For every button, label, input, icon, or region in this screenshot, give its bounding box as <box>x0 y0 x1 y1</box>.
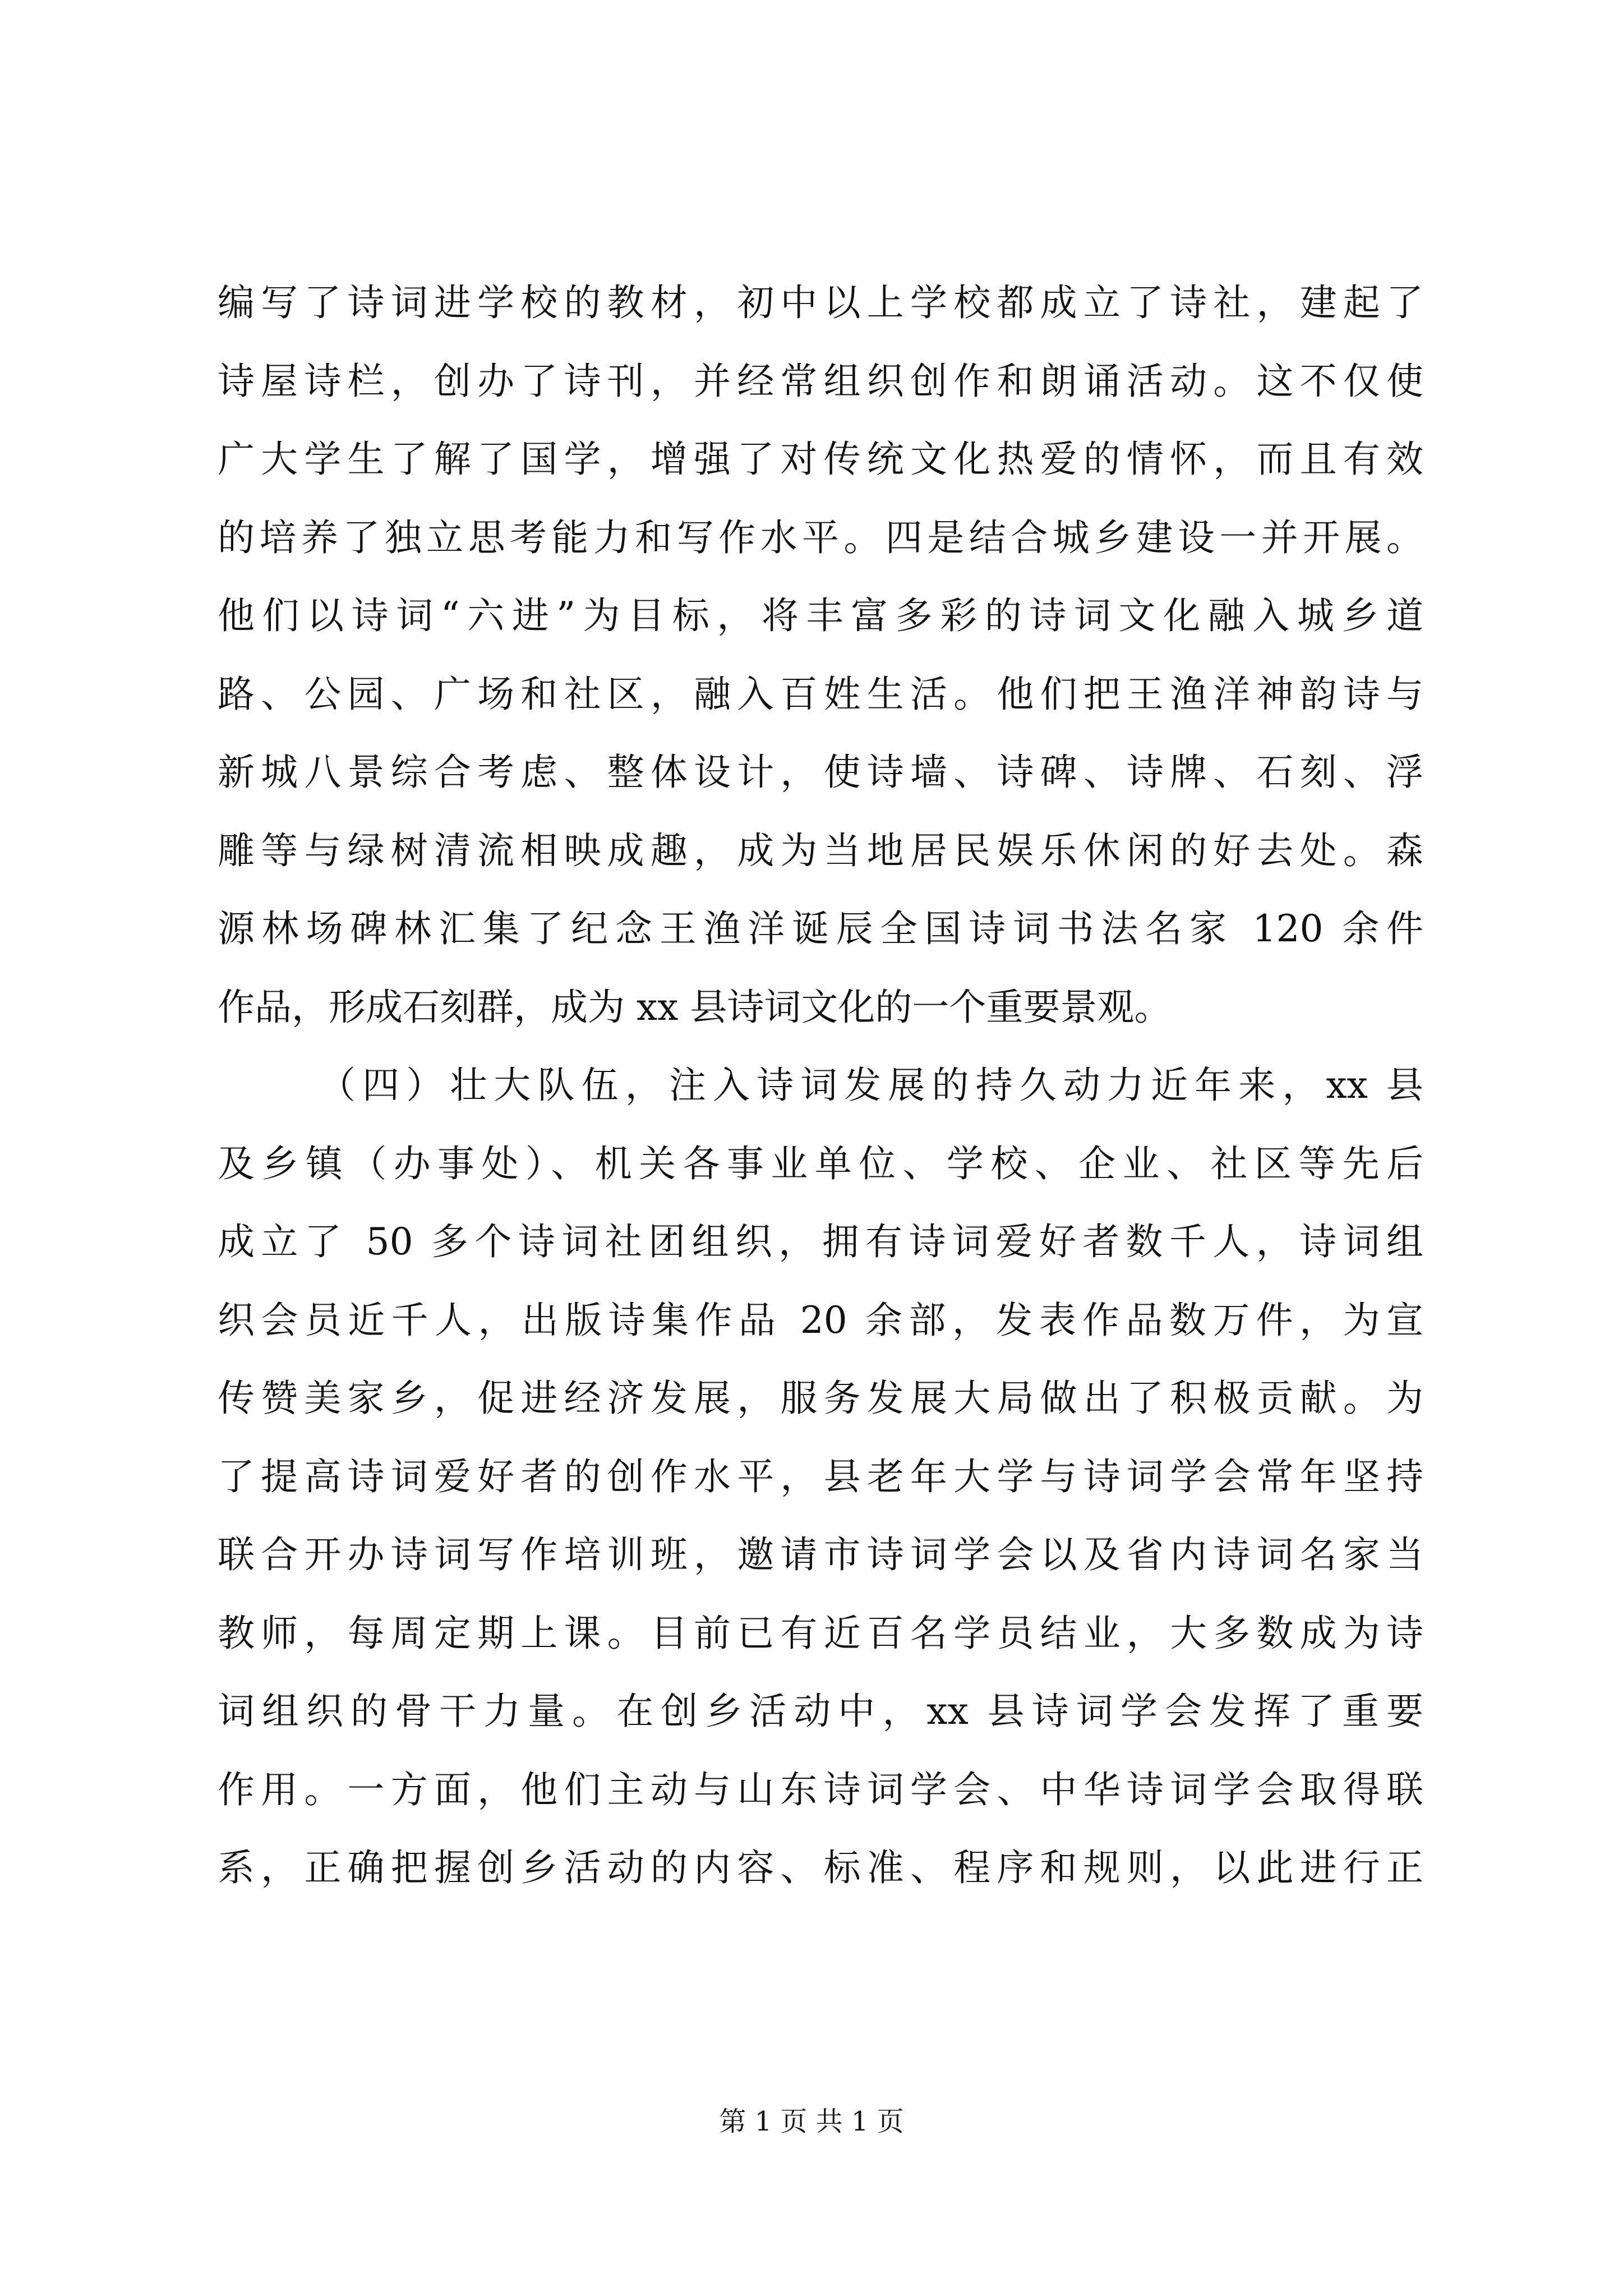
paragraph-1-line-9: 源林场碑林汇集了纪念王渔洋诞辰全国诗词书法名家 120 余件 <box>218 907 1423 950</box>
paragraph-2-line-7: 联合开办诗词写作培训班，邀请市诗词学会以及省内诗词名家当 <box>218 1533 1423 1576</box>
paragraph-1-line-4: 的培养了独立思考能力和写作水平。四是结合城乡建设一并开展。 <box>218 516 1423 559</box>
paragraph-2-line-10: 作用。一方面，他们主动与山东诗词学会、中华诗词学会取得联 <box>218 1768 1423 1811</box>
paragraph-1-line-7: 新城八景综合考虑、整体设计，使诗墙、诗碑、诗牌、石刻、浮 <box>218 751 1423 794</box>
paragraph-2-line-3: 成立了 50 多个诗词社团组织，拥有诗词爱好者数千人，诗词组 <box>218 1220 1423 1263</box>
paragraph-2-line-4: 织会员近千人，出版诗集作品 20 余部，发表作品数万件，为宣 <box>218 1298 1423 1342</box>
paragraph-1-line-2: 诗屋诗栏，创办了诗刊，并经常组织创作和朗诵活动。这不仅使 <box>218 359 1423 403</box>
paragraph-1-line-8: 雕等与绿树清流相映成趣，成为当地居民娱乐休闲的好去处。森 <box>218 829 1423 872</box>
paragraph-1-line-6: 路、公园、广场和社区，融入百姓生活。他们把王渔洋神韵诗与 <box>218 672 1423 716</box>
paragraph-1-line-3: 广大学生了解了国学，增强了对传统文化热爱的情怀，而且有效 <box>218 438 1423 481</box>
paragraph-1-line-10: 作品，形成石刻群，成为 xx 县诗词文化的一个重要景观。 <box>218 985 1172 1029</box>
paragraph-2-line-2: 及乡镇（办事处）、机关各事业单位、学校、企业、社区等先后 <box>218 1142 1423 1185</box>
paragraph-2-line-8: 教师，每周定期上课。目前已有近百名学员结业，大多数成为诗 <box>218 1611 1423 1655</box>
paragraph-1-line-1: 编写了诗词进学校的教材，初中以上学校都成立了诗社，建起了 <box>218 281 1423 324</box>
paragraph-2-line-11: 系，正确把握创乡活动的内容、标准、程序和规则，以此进行正 <box>218 1846 1423 1889</box>
paragraph-2-line-9: 词组织的骨干力量。在创乡活动中，xx 县诗词学会发挥了重要 <box>218 1690 1423 1733</box>
body-text <box>218 264 1423 1907</box>
paragraph-1-line-5: 他们以诗词“六进”为目标，将丰富多彩的诗词文化融入城乡道 <box>218 594 1423 637</box>
paragraph-2-line-6: 了提高诗词爱好者的创作水平，县老年大学与诗词学会常年坚持 <box>218 1455 1423 1498</box>
paragraph-2-line-5: 传赞美家乡，促进经济发展，服务发展大局做出了积极贡献。为 <box>218 1377 1423 1420</box>
paragraph-2-line-1: （四）壮大队伍，注入诗词发展的持久动力近年来，xx 县 <box>319 1064 1423 1107</box>
page-number-footer: 第 1 页 共 1 页 <box>719 2106 904 2137</box>
